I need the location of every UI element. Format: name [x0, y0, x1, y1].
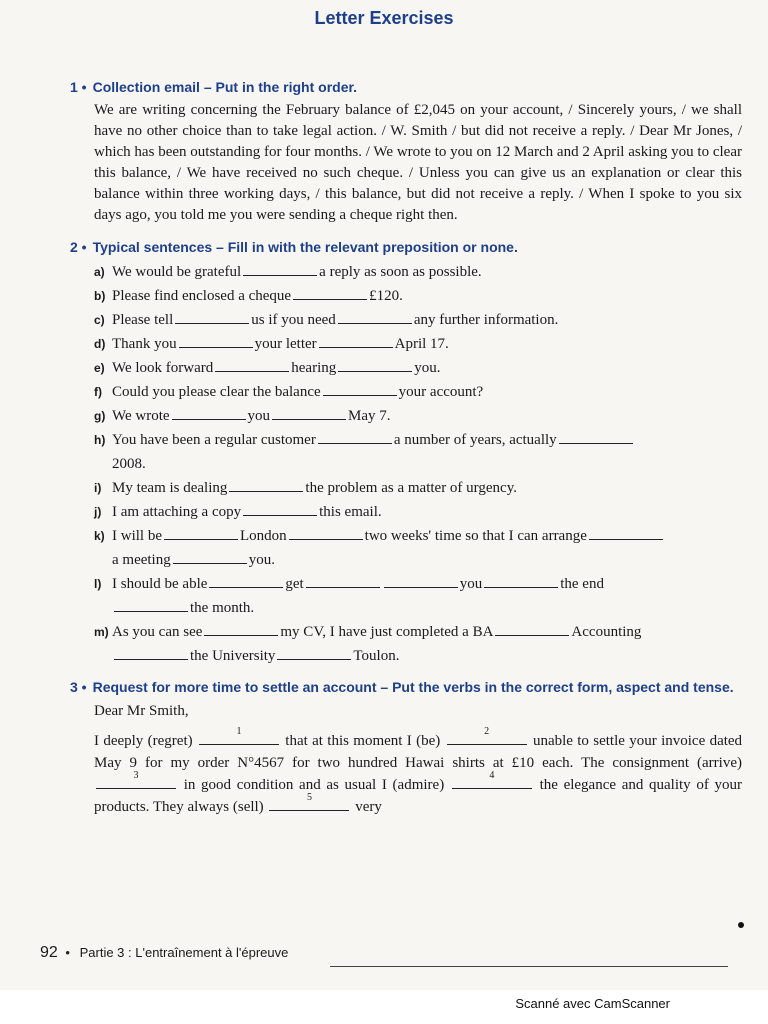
item-text: We wrote [112, 408, 170, 424]
item-text: your letter [254, 336, 317, 352]
item-text: the University [190, 648, 276, 664]
blank-number: 2 [484, 726, 490, 737]
item-text: I am attaching a copy [112, 504, 242, 520]
section-title: Collection email – Put in the right order. [92, 79, 358, 95]
item-text: hearing [291, 360, 337, 376]
item-text: the problem as a matter of urgency. [305, 480, 517, 496]
list-item [94, 332, 742, 356]
letter-text: very [355, 799, 382, 815]
section-1-heading [70, 78, 742, 96]
section-number: 3 • [70, 679, 87, 695]
answer-blank[interactable] [447, 726, 527, 745]
answer-blank[interactable] [179, 333, 253, 348]
item-text: a number of years, actually [393, 432, 557, 448]
item-text: Accounting [571, 624, 642, 640]
letter-text: the elegance and quality of your products. They always (sell) [94, 777, 743, 815]
answer-blank[interactable] [323, 381, 397, 396]
section-title: Typical sentences – Fill in with the relevant preposition or none. [92, 239, 518, 255]
footer-text: Partie 3 : L'entraînement à l'épreuve [79, 945, 289, 960]
item-text: any further information. [413, 312, 559, 328]
answer-blank[interactable] [269, 792, 349, 811]
section-title: Request for more time to settle an account – Put the verbs in the correct form, aspect and tense. [92, 679, 734, 695]
answer-blank[interactable] [164, 525, 238, 540]
section-number: 2 • [70, 239, 87, 255]
answer-blank[interactable] [175, 309, 249, 324]
section-number: 1 • [70, 79, 87, 95]
item-letter: m) [94, 625, 109, 639]
item-text: the end [560, 576, 604, 592]
item-letter: f) [94, 385, 102, 399]
letter-text: I deeply (regret) [94, 733, 193, 749]
item-text: I will be [112, 528, 162, 544]
item-text: We would be grateful [112, 264, 242, 280]
answer-blank[interactable] [452, 770, 532, 789]
item-text: Toulon. [353, 648, 400, 664]
answer-blank[interactable] [484, 573, 558, 588]
answer-blank[interactable] [272, 405, 346, 420]
answer-blank[interactable] [319, 333, 393, 348]
letter-text: that at this moment I (be) [285, 733, 441, 749]
item-text: Could you please clear the balance [112, 384, 321, 400]
page-dot [738, 922, 744, 928]
answer-blank[interactable] [172, 405, 246, 420]
item-text: a reply as soon as possible. [319, 264, 482, 280]
item-text: you. [414, 360, 441, 376]
answer-blank[interactable] [306, 573, 380, 588]
list-item [94, 500, 742, 524]
letter-text: in good condition and as usual I (admire) [183, 777, 445, 793]
letter-body [94, 700, 742, 818]
list-item [94, 260, 742, 284]
list-item [94, 284, 742, 308]
list-item [94, 404, 742, 428]
answer-blank[interactable] [114, 645, 188, 660]
answer-blank[interactable] [589, 525, 663, 540]
letter-text: unable to settle your invoice dated May 9 for my order N°4567 for two hundred Hawai shirts at £10 each. The consignment (arrive) [94, 733, 743, 771]
answer-blank[interactable] [289, 525, 363, 540]
item-text: You have been a regular customer [112, 432, 316, 448]
item-text: £120. [369, 288, 403, 304]
item-text: Please tell [112, 312, 174, 328]
blank-number: 5 [306, 792, 312, 803]
item-text: us if you need [251, 312, 336, 328]
item-text: your account? [398, 384, 484, 400]
answer-blank[interactable] [293, 285, 367, 300]
section-1 [70, 78, 742, 226]
list-item [94, 428, 742, 476]
section-2 [70, 238, 742, 668]
item-text: April 17. [394, 336, 449, 352]
answer-blank[interactable] [559, 429, 633, 444]
answer-blank[interactable] [495, 621, 569, 636]
list-item [94, 356, 742, 380]
exercise-content [70, 78, 742, 826]
item-text: two weeks' time so that I can arrange [364, 528, 587, 544]
item-letter: g) [94, 409, 106, 423]
list-item [94, 572, 742, 620]
item-text: you [247, 408, 271, 424]
item-letter: k) [94, 529, 105, 543]
item-text: May 7. [348, 408, 391, 424]
item-letter: l) [94, 577, 102, 591]
item-letter: c) [94, 313, 105, 327]
answer-blank[interactable] [384, 573, 458, 588]
page-footer [40, 944, 288, 962]
answer-blank[interactable] [209, 573, 283, 588]
answer-blank[interactable] [229, 477, 303, 492]
page-title: Letter Exercises [314, 8, 454, 28]
item-text: this email. [319, 504, 382, 520]
item-text: My team is dealing [112, 480, 228, 496]
footer-bullet: • [65, 945, 70, 960]
answer-blank[interactable] [199, 726, 279, 745]
answer-blank[interactable] [338, 309, 412, 324]
item-text: Please find enclosed a cheque [112, 288, 292, 304]
item-text: London [240, 528, 287, 544]
answer-blank[interactable] [338, 357, 412, 372]
item-text: I should be able [112, 576, 208, 592]
blank-number: 4 [489, 770, 495, 781]
item-text: 2008. [112, 456, 146, 472]
item-text: a meeting [112, 552, 171, 568]
blank-number: 1 [236, 726, 242, 737]
section-2-heading [70, 238, 742, 256]
item-text: As you can see [112, 624, 203, 640]
item-letter: e) [94, 361, 105, 375]
scanner-watermark: Scanné avec CamScanner [515, 996, 670, 1011]
section-1-paragraph: We are writing concerning the February balance of £2,045 on your account, / Sincerely yours, / we shall have no other choice than to take legal action. / W. Smith / but did not receive a reply. / Dear Mr Jones, / which has been outstanding for four months. / We wrote to you on 12 March and 2 April asking you to clear this balance, / We have received no such cheque. / Unless you can give us an explanation or clear this balance within three working days, / this balance, but did not receive a reply. / When I spoke to you six days ago, you told me you were sending a cheque right then. [94, 102, 742, 223]
answer-blank[interactable] [243, 261, 317, 276]
item-text: my CV, I have just completed a BA [280, 624, 494, 640]
answer-blank[interactable] [215, 357, 289, 372]
answer-blank[interactable] [277, 645, 351, 660]
item-text: Thank you [112, 336, 177, 352]
answer-blank[interactable] [318, 429, 392, 444]
item-text: you. [248, 552, 275, 568]
list-item [94, 524, 742, 572]
item-letter: h) [94, 433, 106, 447]
sentence-list [94, 260, 742, 668]
blank-number: 3 [133, 770, 139, 781]
item-text: the month. [190, 600, 255, 616]
answer-blank[interactable] [114, 597, 188, 612]
answer-blank[interactable] [204, 621, 278, 636]
item-text: you [459, 576, 483, 592]
item-text: We look forward [112, 360, 214, 376]
section-3 [70, 678, 742, 818]
item-letter: b) [94, 289, 106, 303]
item-letter: j) [94, 505, 102, 519]
list-item [94, 620, 742, 668]
item-letter: d) [94, 337, 106, 351]
salutation: Dear Mr Smith, [94, 703, 189, 719]
answer-blank[interactable] [96, 770, 176, 789]
item-text: get [285, 576, 304, 592]
item-letter: a) [94, 265, 105, 279]
item-letter: i) [94, 481, 102, 495]
footer-rule [330, 966, 728, 967]
list-item [94, 380, 742, 404]
letter-paragraph [94, 726, 743, 818]
page-number: 92 [40, 944, 58, 961]
section-3-heading [70, 678, 742, 696]
answer-blank[interactable] [243, 501, 317, 516]
list-item [94, 476, 742, 500]
answer-blank[interactable] [173, 549, 247, 564]
list-item [94, 308, 742, 332]
